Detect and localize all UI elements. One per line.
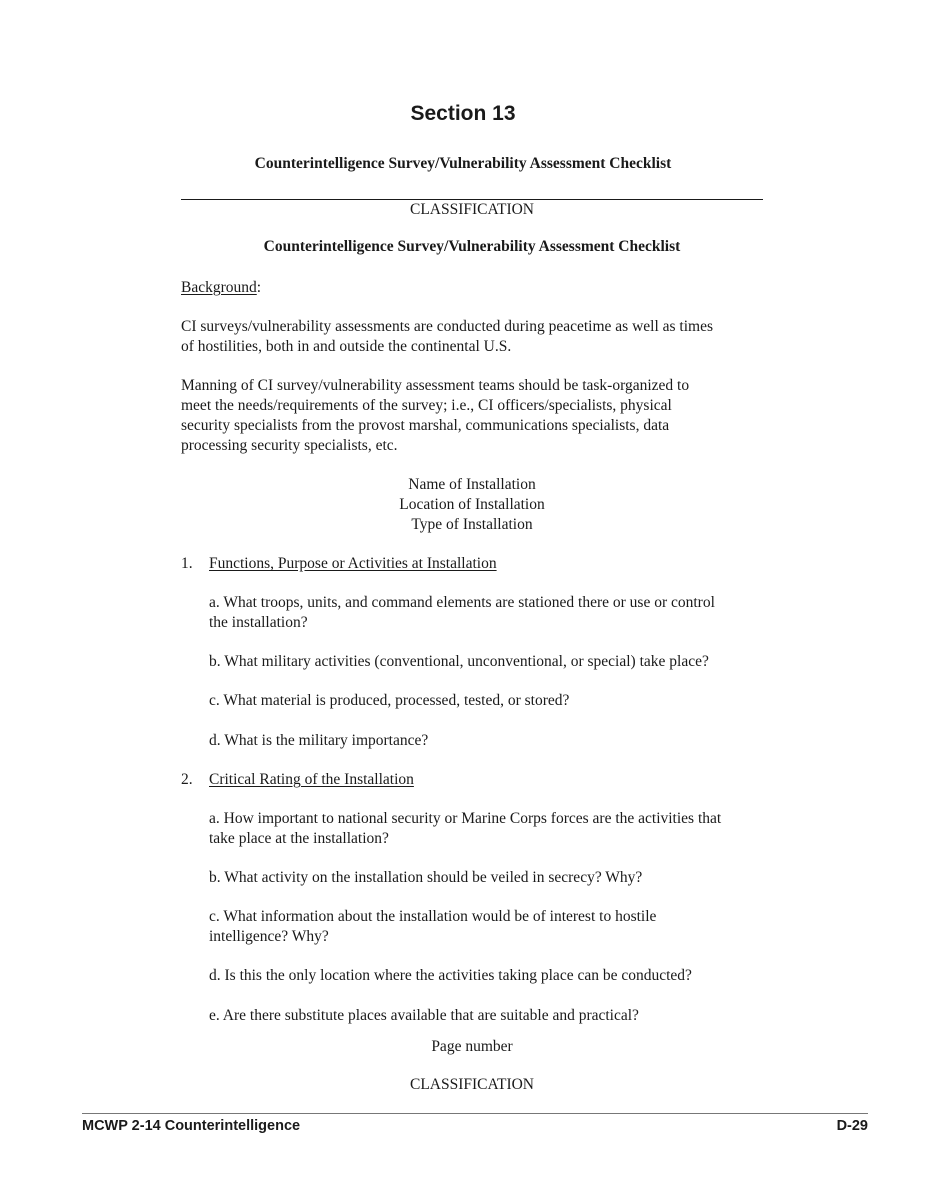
section-2-number: 2. — [181, 771, 193, 788]
question-line: intelligence? Why? — [209, 928, 329, 945]
background-label: Background — [181, 279, 257, 296]
background-heading — [181, 278, 771, 298]
checklist-subheading: Counterintelligence Survey/Vulnerability Assessment Checklist — [263, 238, 681, 255]
footer-publication: MCWP 2-14 Counterintelligence — [82, 1118, 301, 1134]
question-line: c. What information about the installation would be of interest to hostile — [209, 908, 657, 925]
background-colon: : — [256, 279, 262, 296]
paragraph-line: security specialists from the provost marshal, communications specialists, data — [181, 417, 670, 434]
section-1-question-b: b. What military activities (conventional, unconventional, or special) take place? — [209, 653, 709, 670]
classification-top: CLASSIFICATION — [409, 201, 534, 218]
question-line: take place at the installation? — [209, 830, 389, 847]
section-title: Section 13 — [410, 102, 516, 125]
paragraph-line: meet the needs/requirements of the survey; i.e., CI officers/specialists, physical — [181, 397, 672, 414]
section-2-title: Critical Rating of the Installation — [209, 771, 414, 788]
section-2-heading — [181, 770, 771, 790]
section-2-question-a — [209, 809, 769, 849]
section-1-number: 1. — [181, 555, 193, 572]
section-2-question-e: e. Are there substitute places available that are suitable and practical? — [209, 1007, 639, 1024]
installation-name: Name of Installation — [408, 476, 536, 493]
document-heading: Counterintelligence Survey/Vulnerability Assessment Checklist — [254, 155, 672, 172]
footer-rule — [82, 1113, 868, 1114]
question-line: a. What troops, units, and command elements are stationed there or use or control — [209, 594, 715, 611]
top-rule — [181, 199, 763, 200]
installation-location: Location of Installation — [399, 496, 545, 513]
section-2-question-d: d. Is this the only location where the activities taking place can be conducted? — [209, 967, 692, 984]
background-paragraph-2 — [181, 376, 771, 456]
installation-type: Type of Installation — [411, 516, 533, 533]
classification-bottom: CLASSIFICATION — [409, 1076, 534, 1093]
section-1-question-c: c. What material is produced, processed, tested, or stored? — [209, 692, 570, 709]
paragraph-line: Manning of CI survey/vulnerability assessment teams should be task-organized to — [181, 377, 690, 394]
section-2-question-c — [209, 907, 769, 947]
page-number-label: Page number — [431, 1038, 513, 1055]
paragraph-line: CI surveys/vulnerability assessments are conducted during peacetime as well as times — [181, 318, 714, 335]
section-1-question-d: d. What is the military importance? — [209, 732, 429, 749]
paragraph-line: of hostilities, both in and outside the continental U.S. — [181, 338, 512, 355]
section-1-title: Functions, Purpose or Activities at Installation — [209, 555, 497, 572]
installation-block — [181, 475, 763, 535]
section-2-question-b: b. What activity on the installation should be veiled in secrecy? Why? — [209, 869, 643, 886]
background-paragraph-1 — [181, 317, 771, 357]
paragraph-line: processing security specialists, etc. — [181, 437, 398, 454]
section-1-question-a — [209, 593, 769, 633]
footer-page-id: D-29 — [836, 1118, 868, 1134]
question-line: a. How important to national security or Marine Corps forces are the activities that — [209, 810, 722, 827]
question-line: the installation? — [209, 614, 308, 631]
section-1-heading — [181, 554, 771, 574]
